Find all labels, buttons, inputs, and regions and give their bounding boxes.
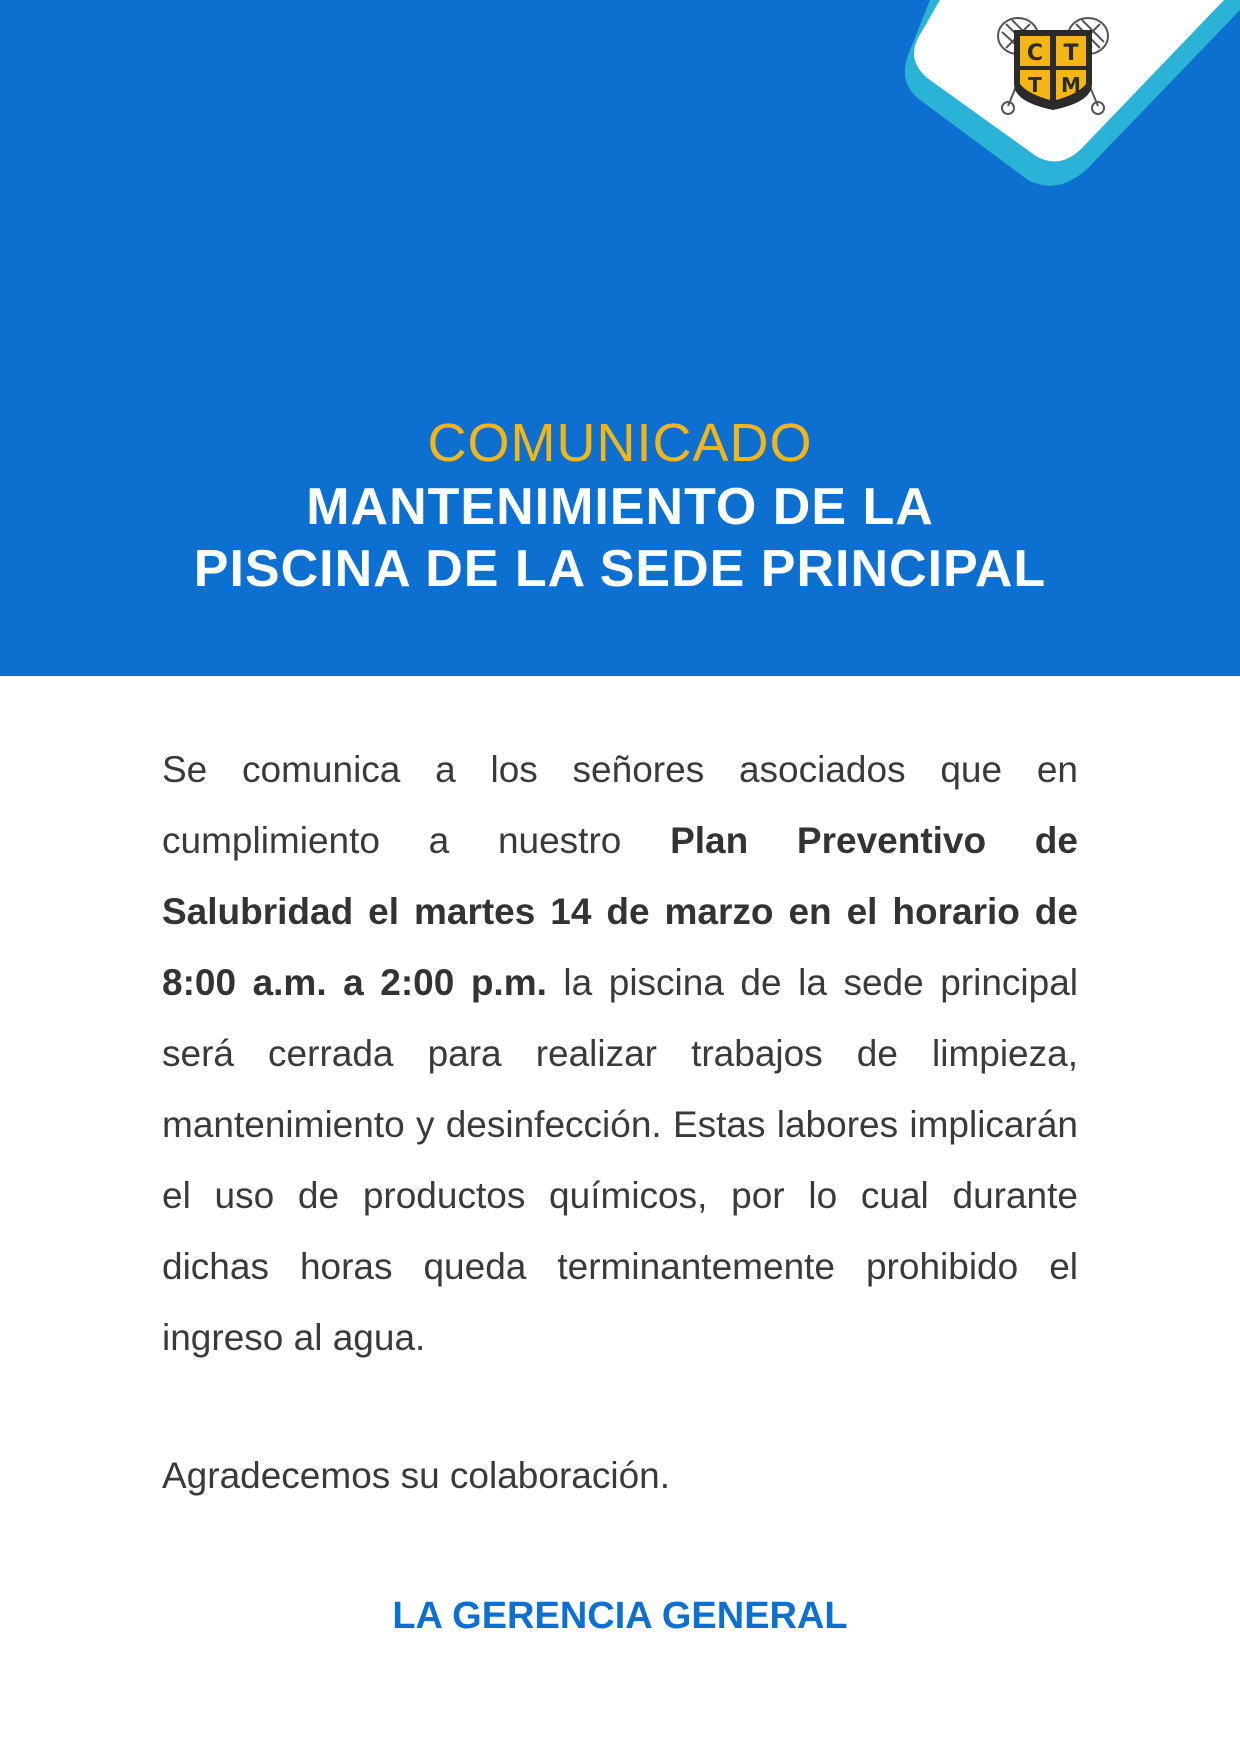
headline-line-1: MANTENIMIENTO DE LA	[306, 478, 934, 536]
logo-letter-t1: T	[1063, 41, 1079, 66]
header-banner	[0, 0, 1240, 676]
body-bold-dates: Plan Preventivo de Salubridad el martes 14 de marzo en el horario de 8:00 a.m. a 2:00 p.m.	[162, 820, 1078, 1003]
thanks-line: Agradecemos su colaboración.	[162, 1455, 671, 1496]
logo-letter-t2: T	[1028, 73, 1042, 97]
kicker-title: COMUNICADO	[427, 413, 813, 473]
logo-letter-m: M	[1061, 73, 1081, 97]
body-rest: la piscina de la sede principal será cerrada para realizar trabajos de limpieza, mantenimiento y desinfección. Estas labores implicarán el uso de productos químicos, por lo cual durante dichas horas queda terminantemente prohibido el ingreso al agua.	[162, 962, 1078, 1358]
club-logo-icon	[996, 14, 1110, 116]
logo-letter-c: C	[1026, 41, 1044, 66]
body-intro: Se comunica a los señores asociados que en cumplimiento a nuestro	[162, 749, 1078, 861]
title-block	[0, 410, 1240, 600]
signature: LA GERENCIA GENERAL	[392, 1595, 848, 1637]
headline-line-2: PISCINA DE LA SEDE PRINCIPAL	[193, 540, 1047, 598]
announcement-body	[162, 734, 1078, 1373]
